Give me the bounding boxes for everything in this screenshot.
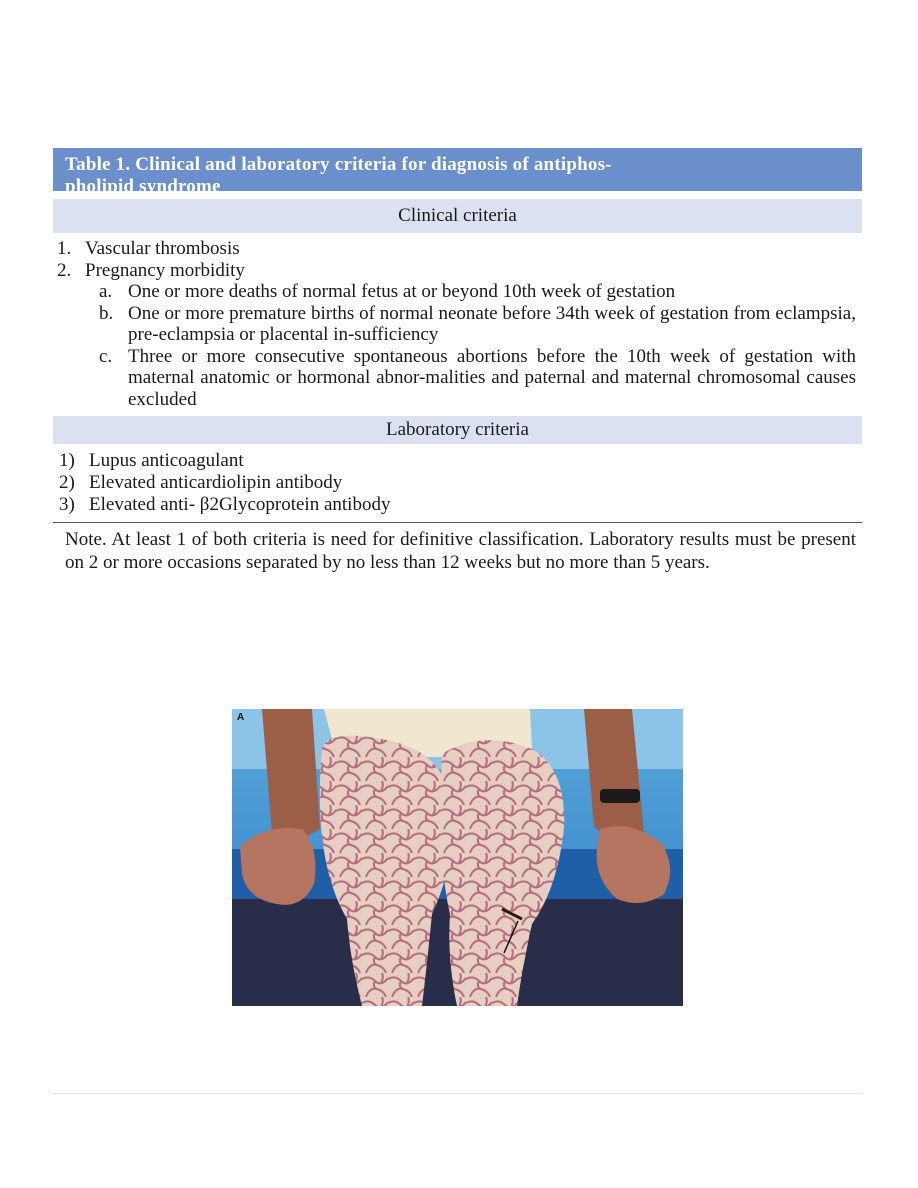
laboratory-criteria-list [53, 444, 862, 520]
list-item: 3) Elevated anti- β2Glycoprotein antibody [59, 494, 391, 515]
list-item: 2. Pregnancy morbidity [57, 259, 245, 281]
panel-label: A [237, 712, 245, 723]
criteria-table [53, 148, 862, 574]
table-title-line-2: pholipid syndrome [65, 176, 221, 197]
clinical-criteria-header: Clinical criteria [53, 199, 862, 233]
livedo-reticularis-legs-image [232, 709, 683, 1006]
list-item: 1) Lupus anticoagulant [59, 450, 244, 471]
list-subitem: a. One or more deaths of normal fetus at or beyond 10th week of gestation [99, 281, 676, 302]
table-title [53, 148, 862, 197]
page-footer-divider [52, 1093, 862, 1094]
list-subitem: c. Three or more consecutive spontaneous abortions before the 10th week of gestation with maternal anatomic or hormonal abnor-malities and paternal and maternal chromosomal causes excluded [99, 345, 856, 410]
clinical-photo [232, 709, 683, 1006]
laboratory-criteria-header: Laboratory criteria [53, 416, 862, 444]
list-subitem: b. One or more premature births of normal neonate before 34th week of gestation from eclampsia, pre-eclampsia or placental in-sufficiency [99, 302, 856, 345]
list-item: 2) Elevated anticardiolipin antibody [59, 472, 343, 493]
table-title-line-1: Table 1. Clinical and laboratory criteria for diagnosis of antiphos- [65, 154, 612, 175]
clinical-criteria-list [53, 233, 862, 410]
list-item: 1. Vascular thrombosis [57, 238, 240, 259]
table-note: Note. At least 1 of both criteria is need for definitive classification. Laboratory results must be present on 2 or more occasions separated by no less than 12 weeks but no more than 5 years. [65, 529, 856, 573]
